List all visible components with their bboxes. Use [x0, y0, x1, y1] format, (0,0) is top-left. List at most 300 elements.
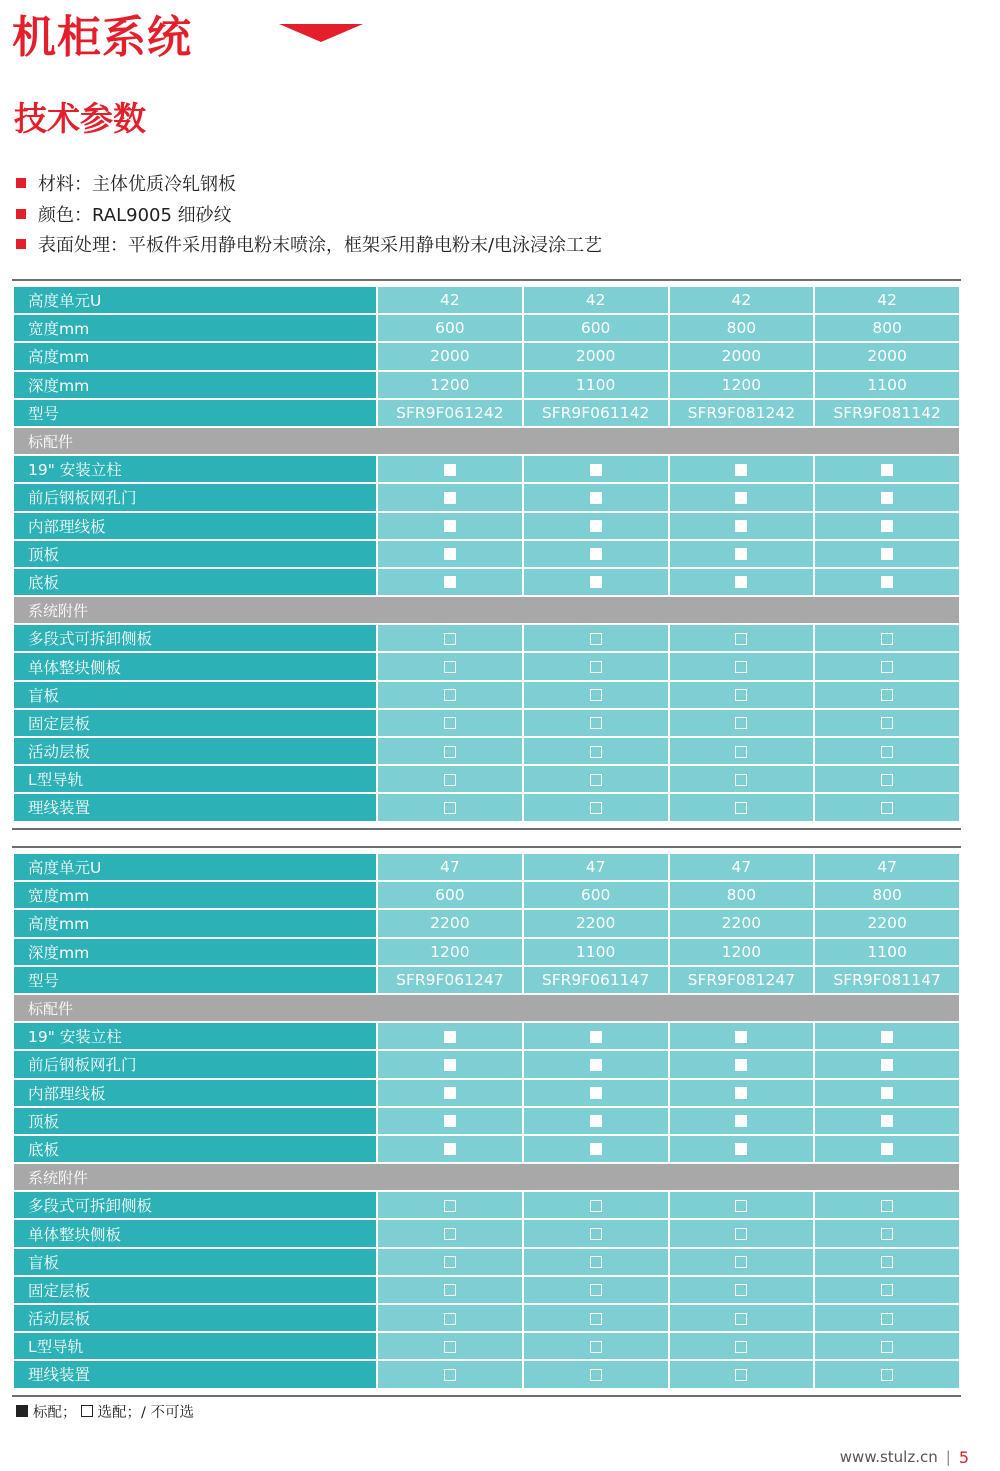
mark-cell — [377, 1332, 523, 1360]
mark-cell — [523, 737, 669, 765]
section-header-row — [13, 994, 960, 1022]
empty-square-icon — [590, 1256, 602, 1268]
empty-square-icon — [444, 689, 456, 701]
table-row — [13, 938, 960, 966]
row-label: 盲板 — [13, 1248, 377, 1276]
table-row — [13, 342, 960, 370]
mark-cell — [669, 1191, 815, 1219]
row-label: 深度mm — [13, 938, 377, 966]
table-row — [13, 1022, 960, 1050]
mark-cell — [814, 793, 960, 821]
empty-square-icon — [881, 746, 893, 758]
filled-square-icon — [590, 520, 602, 532]
section-header: 系统附件 — [13, 1163, 960, 1191]
value-cell: 47 — [814, 853, 960, 881]
value-cell: 42 — [377, 286, 523, 314]
filled-square-icon — [881, 1143, 893, 1155]
row-label: 高度mm — [13, 909, 377, 937]
value-cell: 2200 — [523, 909, 669, 937]
mark-cell — [377, 1022, 523, 1050]
mark-cell — [669, 1079, 815, 1107]
table-row — [13, 512, 960, 540]
mark-cell — [523, 1079, 669, 1107]
table-row — [13, 652, 960, 680]
value-cell: 800 — [669, 314, 815, 342]
filled-square-icon — [444, 492, 456, 504]
mark-cell — [669, 765, 815, 793]
section-header: 系统附件 — [13, 596, 960, 624]
empty-square-icon — [444, 1284, 456, 1296]
mark-cell — [377, 1135, 523, 1163]
footer-separator: | — [945, 1448, 951, 1466]
row-label: 19" 安装立柱 — [13, 455, 377, 483]
table-row — [13, 853, 960, 881]
empty-square-icon — [735, 1313, 747, 1325]
value-cell: 1200 — [669, 938, 815, 966]
filled-square-icon — [590, 464, 602, 476]
value-cell: SFR9F061242 — [377, 399, 523, 427]
chevron-down-icon — [279, 24, 363, 42]
mark-cell — [669, 1304, 815, 1332]
spec-table-47u — [12, 846, 961, 1397]
spec-item: 颜色：RAL9005 细砂纹 — [16, 199, 602, 230]
mark-cell — [523, 1135, 669, 1163]
row-label: 顶板 — [13, 540, 377, 568]
spec-list — [16, 168, 602, 260]
mark-cell — [523, 483, 669, 511]
filled-square-icon — [881, 1115, 893, 1127]
spec-table-42u — [12, 279, 961, 830]
mark-cell — [377, 1191, 523, 1219]
mark-cell — [523, 765, 669, 793]
empty-square-icon — [590, 802, 602, 814]
empty-square-icon — [444, 802, 456, 814]
empty-square-icon — [444, 633, 456, 645]
empty-square-icon — [444, 1256, 456, 1268]
filled-square-icon — [735, 1059, 747, 1071]
empty-square-icon — [735, 1200, 747, 1212]
value-cell: SFR9F061142 — [523, 399, 669, 427]
filled-square-icon — [444, 1059, 456, 1071]
table-row — [13, 765, 960, 793]
mark-cell — [814, 1050, 960, 1078]
filled-square-icon — [590, 1031, 602, 1043]
table-row — [13, 540, 960, 568]
filled-square-icon — [590, 576, 602, 588]
filled-square-icon — [881, 1031, 893, 1043]
mark-cell — [523, 1332, 669, 1360]
empty-square-icon — [590, 1228, 602, 1240]
table-row — [13, 681, 960, 709]
row-label: 型号 — [13, 966, 377, 994]
mark-cell — [814, 1135, 960, 1163]
value-cell: 800 — [814, 881, 960, 909]
value-cell: 47 — [523, 853, 669, 881]
mark-cell — [523, 681, 669, 709]
empty-square-icon — [735, 746, 747, 758]
website-url: www.stulz.cn — [839, 1448, 938, 1466]
empty-square-icon — [444, 746, 456, 758]
table-row — [13, 1135, 960, 1163]
value-cell: 1200 — [669, 371, 815, 399]
empty-square-icon — [881, 1369, 893, 1381]
empty-square-icon — [590, 633, 602, 645]
table-row — [13, 1276, 960, 1304]
filled-square-icon — [735, 520, 747, 532]
table-row — [13, 737, 960, 765]
table-row — [13, 1050, 960, 1078]
empty-square-icon — [444, 774, 456, 786]
mark-cell — [377, 1079, 523, 1107]
mark-cell — [814, 1022, 960, 1050]
empty-square-icon — [735, 689, 747, 701]
row-label: 高度单元U — [13, 853, 377, 881]
mark-cell — [377, 681, 523, 709]
empty-square-icon — [444, 1313, 456, 1325]
mark-cell — [814, 1332, 960, 1360]
table-row — [13, 455, 960, 483]
value-cell: 2200 — [814, 909, 960, 937]
table-row — [13, 881, 960, 909]
table-row — [13, 793, 960, 821]
mark-cell — [669, 1276, 815, 1304]
mark-cell — [669, 1332, 815, 1360]
filled-square-icon — [735, 492, 747, 504]
mark-cell — [669, 1135, 815, 1163]
filled-square-icon — [881, 1059, 893, 1071]
value-cell: 800 — [669, 881, 815, 909]
value-cell: 42 — [523, 286, 669, 314]
empty-square-icon — [444, 1200, 456, 1212]
mark-cell — [814, 737, 960, 765]
empty-square-icon — [735, 633, 747, 645]
mark-cell — [814, 1276, 960, 1304]
row-label: 活动层板 — [13, 737, 377, 765]
mark-cell — [814, 1219, 960, 1247]
row-label: 内部理线板 — [13, 512, 377, 540]
empty-square-icon — [735, 774, 747, 786]
section-header-row — [13, 596, 960, 624]
mark-cell — [814, 1107, 960, 1135]
empty-square-icon — [444, 717, 456, 729]
filled-square-icon — [590, 1115, 602, 1127]
mark-cell — [377, 1050, 523, 1078]
value-cell: 2000 — [377, 342, 523, 370]
mark-cell — [523, 1022, 669, 1050]
mark-cell — [669, 483, 815, 511]
empty-square-icon — [881, 1200, 893, 1212]
mark-cell — [377, 709, 523, 737]
mark-cell — [669, 1107, 815, 1135]
row-label: 理线装置 — [13, 793, 377, 821]
value-cell: 47 — [669, 853, 815, 881]
filled-square-icon — [735, 464, 747, 476]
mark-cell — [669, 512, 815, 540]
mark-cell — [669, 1360, 815, 1388]
table-row — [13, 1304, 960, 1332]
value-cell: SFR9F061247 — [377, 966, 523, 994]
page-footer — [840, 1446, 969, 1468]
empty-square-icon — [881, 633, 893, 645]
mark-cell — [377, 483, 523, 511]
bullet-icon — [16, 209, 26, 219]
filled-square-icon — [735, 1143, 747, 1155]
mark-cell — [523, 1304, 669, 1332]
row-label: 顶板 — [13, 1107, 377, 1135]
row-label: 前后钢板网孔门 — [13, 1050, 377, 1078]
mark-cell — [669, 624, 815, 652]
row-label: 单体整块侧板 — [13, 652, 377, 680]
value-cell: 1100 — [523, 371, 669, 399]
row-label: 多段式可拆卸侧板 — [13, 624, 377, 652]
mark-cell — [814, 1304, 960, 1332]
table-row — [13, 1219, 960, 1247]
row-label: 高度mm — [13, 342, 377, 370]
page-number: 5 — [958, 1447, 969, 1467]
row-label: 单体整块侧板 — [13, 1219, 377, 1247]
value-cell: 2200 — [377, 909, 523, 937]
value-cell: 600 — [377, 314, 523, 342]
empty-square-icon — [590, 1341, 602, 1353]
filled-square-icon — [590, 1087, 602, 1099]
empty-square-icon — [735, 1228, 747, 1240]
value-cell: SFR9F081242 — [669, 399, 815, 427]
row-label: 高度单元U — [13, 286, 377, 314]
filled-square-icon — [735, 576, 747, 588]
mark-cell — [523, 1191, 669, 1219]
mark-cell — [814, 1079, 960, 1107]
mark-cell — [814, 1360, 960, 1388]
mark-cell — [523, 1050, 669, 1078]
mark-cell — [377, 1219, 523, 1247]
mark-cell — [669, 709, 815, 737]
value-cell: 1100 — [814, 938, 960, 966]
section-header-row — [13, 427, 960, 455]
mark-cell — [523, 1276, 669, 1304]
mark-cell — [814, 540, 960, 568]
value-cell: 2000 — [814, 342, 960, 370]
row-label: 多段式可拆卸侧板 — [13, 1191, 377, 1219]
value-cell: SFR9F081142 — [814, 399, 960, 427]
table-row — [13, 1079, 960, 1107]
value-cell: 2000 — [523, 342, 669, 370]
mark-cell — [669, 1219, 815, 1247]
mark-cell — [377, 737, 523, 765]
value-cell: 2000 — [669, 342, 815, 370]
optional-square-icon — [81, 1405, 93, 1417]
row-label: 底板 — [13, 568, 377, 596]
empty-square-icon — [590, 1313, 602, 1325]
value-cell: SFR9F061147 — [523, 966, 669, 994]
empty-square-icon — [590, 1369, 602, 1381]
mark-cell — [814, 624, 960, 652]
empty-square-icon — [881, 717, 893, 729]
mark-cell — [814, 1191, 960, 1219]
empty-square-icon — [735, 717, 747, 729]
filled-square-icon — [881, 576, 893, 588]
filled-square-icon — [735, 1031, 747, 1043]
value-cell: SFR9F081247 — [669, 966, 815, 994]
row-label: 型号 — [13, 399, 377, 427]
value-cell: 1200 — [377, 938, 523, 966]
value-cell: 1200 — [377, 371, 523, 399]
mark-cell — [669, 737, 815, 765]
row-label: 活动层板 — [13, 1304, 377, 1332]
empty-square-icon — [735, 1369, 747, 1381]
mark-cell — [523, 1360, 669, 1388]
empty-square-icon — [444, 1228, 456, 1240]
value-cell: 600 — [377, 881, 523, 909]
empty-square-icon — [881, 1228, 893, 1240]
mark-cell — [669, 455, 815, 483]
mark-cell — [669, 652, 815, 680]
section-header: 标配件 — [13, 994, 960, 1022]
row-label: 前后钢板网孔门 — [13, 483, 377, 511]
empty-square-icon — [590, 689, 602, 701]
mark-cell — [669, 793, 815, 821]
filled-square-icon — [735, 548, 747, 560]
mark-cell — [814, 652, 960, 680]
value-cell: 800 — [814, 314, 960, 342]
table-row — [13, 286, 960, 314]
mark-cell — [523, 652, 669, 680]
section-title: 技术参数 — [14, 99, 146, 138]
row-label: 深度mm — [13, 371, 377, 399]
empty-square-icon — [735, 802, 747, 814]
spec-item: 材料：主体优质冷轧钢板 — [16, 168, 602, 199]
mark-cell — [377, 455, 523, 483]
value-cell: 47 — [377, 853, 523, 881]
bullet-icon — [16, 239, 26, 249]
filled-square-icon — [590, 492, 602, 504]
empty-square-icon — [590, 774, 602, 786]
filled-square-icon — [444, 520, 456, 532]
value-cell: 1100 — [523, 938, 669, 966]
mark-cell — [523, 709, 669, 737]
row-label: 宽度mm — [13, 314, 377, 342]
empty-square-icon — [881, 774, 893, 786]
page-title: 机柜系统 — [12, 12, 192, 63]
row-label: 固定层板 — [13, 709, 377, 737]
row-label: 固定层板 — [13, 1276, 377, 1304]
filled-square-icon — [590, 1143, 602, 1155]
mark-cell — [523, 1219, 669, 1247]
mark-cell — [814, 709, 960, 737]
row-label: 宽度mm — [13, 881, 377, 909]
filled-square-icon — [444, 1031, 456, 1043]
empty-square-icon — [881, 1284, 893, 1296]
empty-square-icon — [881, 661, 893, 673]
value-cell: 42 — [814, 286, 960, 314]
row-label: 内部理线板 — [13, 1079, 377, 1107]
standard-square-icon — [16, 1405, 28, 1417]
empty-square-icon — [444, 1341, 456, 1353]
empty-square-icon — [735, 1256, 747, 1268]
mark-cell — [814, 765, 960, 793]
mark-cell — [523, 1107, 669, 1135]
mark-cell — [377, 1107, 523, 1135]
filled-square-icon — [444, 1143, 456, 1155]
empty-square-icon — [881, 802, 893, 814]
table-row — [13, 483, 960, 511]
table-row — [13, 966, 960, 994]
mark-cell — [377, 624, 523, 652]
mark-cell — [814, 455, 960, 483]
mark-cell — [377, 652, 523, 680]
empty-square-icon — [881, 689, 893, 701]
filled-square-icon — [444, 576, 456, 588]
mark-cell — [377, 1276, 523, 1304]
table-row — [13, 1248, 960, 1276]
mark-cell — [377, 1248, 523, 1276]
filled-square-icon — [444, 548, 456, 560]
table-row — [13, 314, 960, 342]
empty-square-icon — [590, 661, 602, 673]
empty-square-icon — [735, 1341, 747, 1353]
table-row — [13, 371, 960, 399]
empty-square-icon — [881, 1341, 893, 1353]
spec-item: 表面处理：平板件采用静电粉末喷涂，框架采用静电粉末/电泳浸涂工艺 — [16, 229, 602, 260]
filled-square-icon — [444, 1115, 456, 1127]
empty-square-icon — [735, 661, 747, 673]
filled-square-icon — [590, 548, 602, 560]
filled-square-icon — [881, 464, 893, 476]
mark-cell — [669, 540, 815, 568]
mark-cell — [669, 1050, 815, 1078]
table-row — [13, 1332, 960, 1360]
row-label: 19" 安装立柱 — [13, 1022, 377, 1050]
mark-cell — [377, 765, 523, 793]
value-cell: SFR9F081147 — [814, 966, 960, 994]
mark-cell — [377, 512, 523, 540]
mark-cell — [523, 793, 669, 821]
row-label: 理线装置 — [13, 1360, 377, 1388]
legend: 标配； 选配； / 不可选 — [16, 1400, 194, 1422]
filled-square-icon — [444, 1087, 456, 1099]
mark-cell — [814, 681, 960, 709]
filled-square-icon — [881, 520, 893, 532]
table-row — [13, 624, 960, 652]
filled-square-icon — [735, 1087, 747, 1099]
mark-cell — [523, 512, 669, 540]
mark-cell — [523, 1248, 669, 1276]
mark-cell — [377, 540, 523, 568]
empty-square-icon — [590, 746, 602, 758]
mark-cell — [669, 1022, 815, 1050]
filled-square-icon — [590, 1059, 602, 1071]
mark-cell — [669, 1248, 815, 1276]
table-row — [13, 909, 960, 937]
filled-square-icon — [444, 464, 456, 476]
row-label: 盲板 — [13, 681, 377, 709]
mark-cell — [814, 483, 960, 511]
bullet-icon — [16, 178, 26, 188]
filled-square-icon — [881, 1087, 893, 1099]
mark-cell — [814, 1248, 960, 1276]
row-label: 底板 — [13, 1135, 377, 1163]
mark-cell — [669, 568, 815, 596]
table-row — [13, 1360, 960, 1388]
mark-cell — [523, 455, 669, 483]
table-row — [13, 568, 960, 596]
table-row — [13, 1191, 960, 1219]
mark-cell — [377, 793, 523, 821]
filled-square-icon — [881, 548, 893, 560]
mark-cell — [814, 568, 960, 596]
mark-cell — [523, 540, 669, 568]
value-cell: 42 — [669, 286, 815, 314]
section-header-row — [13, 1163, 960, 1191]
